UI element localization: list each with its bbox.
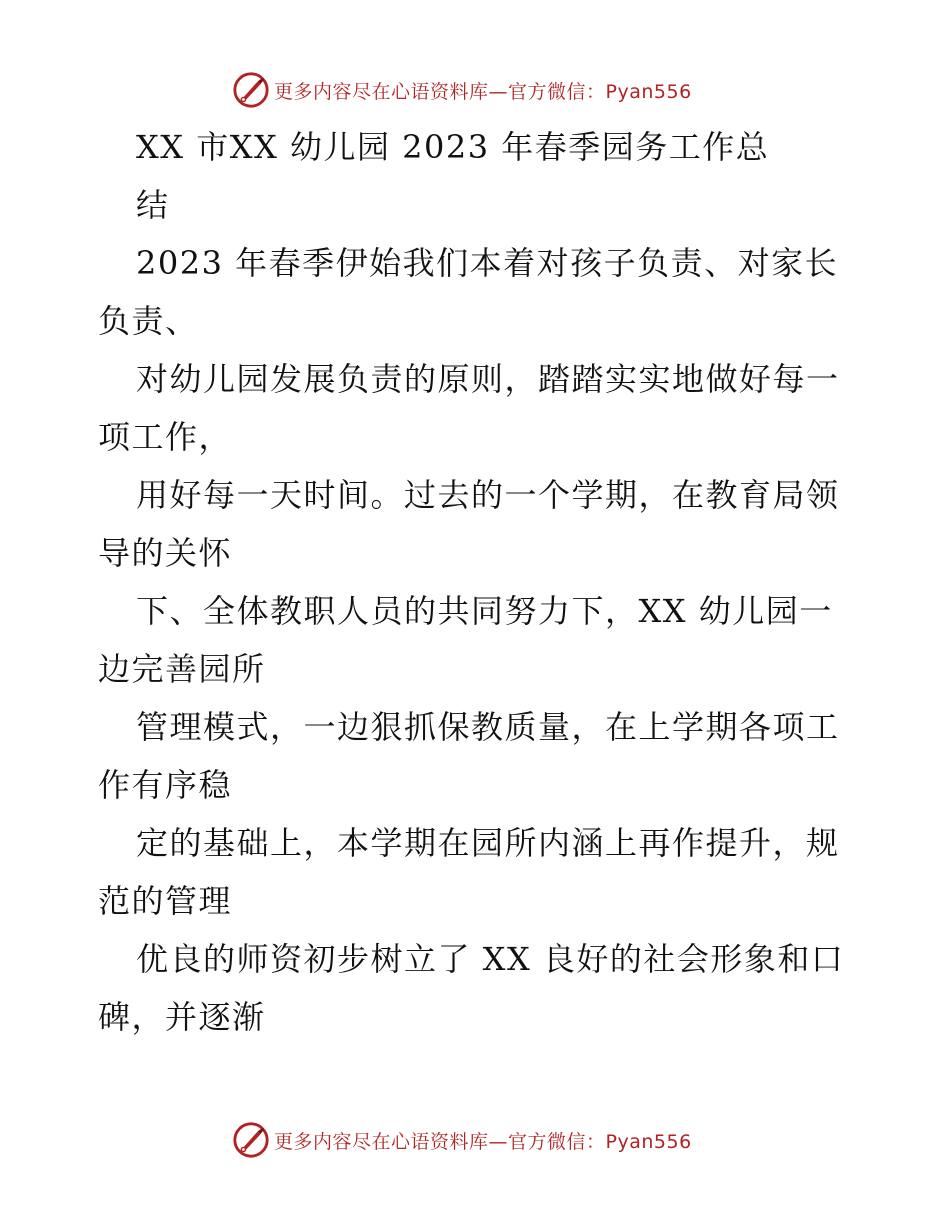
- footer-banner: [232, 1120, 692, 1160]
- paragraph-line: 项工作，: [98, 418, 233, 456]
- paragraph-line: 2023 年春季伊始我们本着对孩子负责、对家长: [136, 244, 839, 282]
- document-body: [98, 118, 858, 1046]
- paragraph-line: 负责、: [98, 302, 199, 340]
- paragraph-line: 定的基础上，本学期在园所内涵上再作提升，规: [136, 824, 840, 862]
- paragraph-line: 对幼儿园发展负责的原则，踏踏实实地做好每一: [136, 360, 840, 398]
- paragraph-line: 边完善园所: [98, 650, 266, 688]
- footer-banner-text: 更多内容尽在心语资料库—官方微信：Pyan556: [274, 1130, 692, 1153]
- header-banner: [232, 70, 692, 110]
- document-title-line-1: XX 市XX 幼儿园 2023 年春季园务工作总: [136, 128, 770, 166]
- document-title-line-2: 结: [136, 186, 170, 224]
- paragraph-line: 导的关怀: [98, 534, 233, 572]
- quill-pen-logo-icon: [232, 1121, 270, 1159]
- paragraph-line: 范的管理: [98, 882, 233, 920]
- paragraph-line: 作有序稳: [98, 766, 233, 804]
- paragraph-line: 优良的师资初步树立了 XX 良好的社会形象和口: [136, 940, 845, 978]
- paragraph-line: 管理模式，一边狠抓保教质量，在上学期各项工: [136, 708, 840, 746]
- quill-pen-logo-icon: [232, 71, 270, 109]
- paragraph-line: 碑，并逐渐: [98, 998, 266, 1036]
- paragraph-line: 用好每一天时间。过去的一个学期，在教育局领: [136, 476, 840, 514]
- header-banner-text: 更多内容尽在心语资料库—官方微信：Pyan556: [274, 80, 692, 103]
- paragraph-line: 下、全体教职人员的共同努力下，XX 幼儿园一: [136, 592, 833, 630]
